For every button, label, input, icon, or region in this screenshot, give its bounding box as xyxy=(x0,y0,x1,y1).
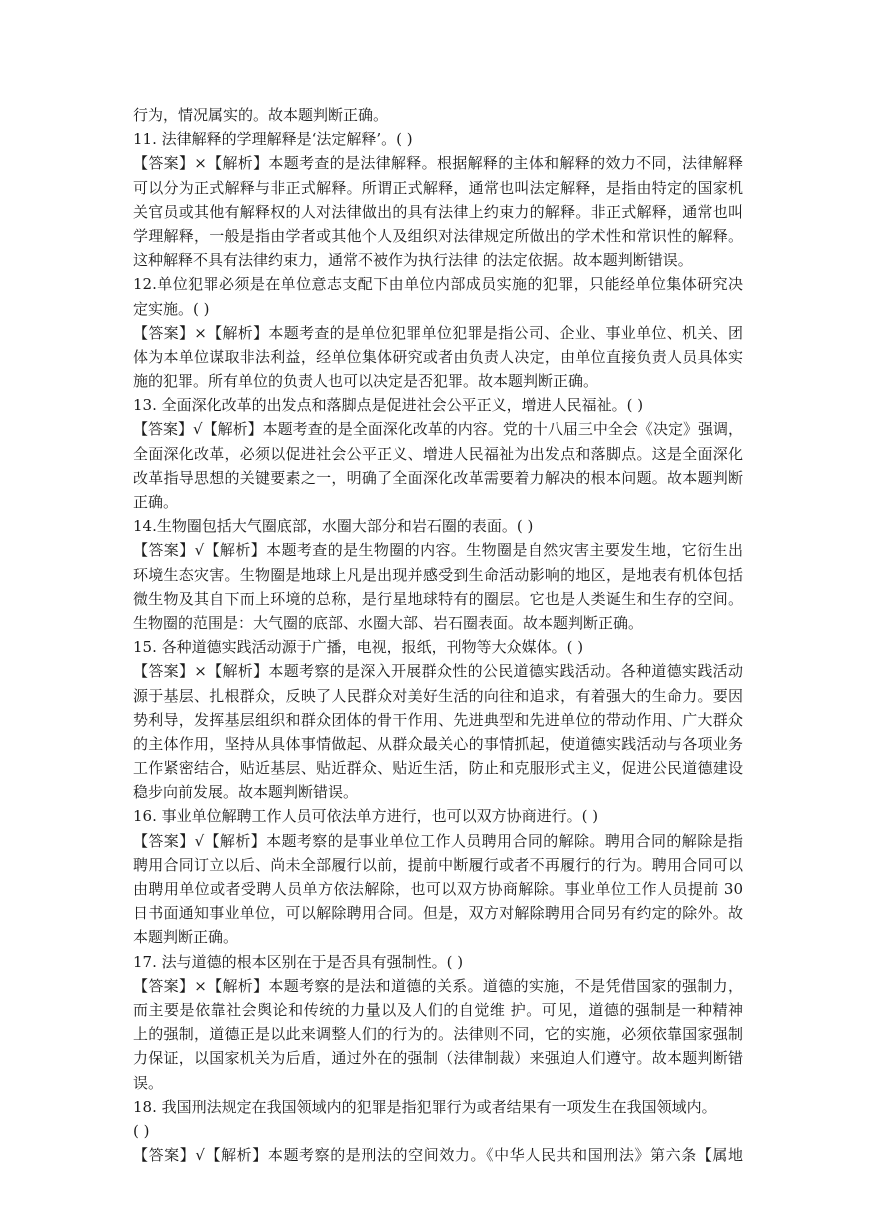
text-line: 施的犯罪。所有单位的负责人也可以决定是否犯罪。故本题判断正确。 xyxy=(133,372,599,391)
text-line: 关官员或其他有解释权的人对法律做出的具有法律上约束力的解释。非正式解释，通常也叫 xyxy=(133,202,743,221)
text-line: 14.生物圈包括大气圈底部，水圈大部分和岩石圈的表面。( ) xyxy=(133,517,534,536)
text-line: 【答案】×【解析】本题考察的是法和道德的关系。道德的实施，不是凭借国家的强制力， xyxy=(133,976,743,995)
text-line: 【答案】√【解析】本题考查的是生物圈的内容。生物圈是自然灾害主要发生地，它衍生出 xyxy=(133,541,743,560)
text-line: 11. 法律解释的学理解释是‘法定解释’。( ) xyxy=(133,130,413,149)
text-line: 工作紧密结合，贴近基层、贴近群众、贴近生活，防止和克服形式主义，促进公民道德建设 xyxy=(133,759,743,778)
text-line: 12.单位犯罪必须是在单位意志支配下由单位内部成员实施的犯罪，只能经单位集体研究决 xyxy=(133,275,743,294)
text-line: 微生物及其自下而上环境的总称，是行星地球特有的圈层。它也是人类诞生和生存的空间。 xyxy=(133,589,743,608)
text-line: 的主体作用，坚持从具体事情做起、从群众最关心的事情抓起，使道德实践活动与各项业务 xyxy=(133,734,743,753)
text-line: 生物圈的范围是：大气圈的底部、水圈大部、岩石圈表面。故本题判断正确。 xyxy=(133,613,644,632)
text-line: 【答案】√【解析】本题考察的是事业单位工作人员聘用合同的解除。聘用合同的解除是指 xyxy=(133,831,743,850)
text-line: 【答案】√【解析】本题考查的是全面深化改革的内容。党的十八届三中全会《决定》强调， xyxy=(133,420,743,439)
text-line: 可以分为正式解释与非正式解释。所谓正式解释，通常也叫法定解释，是指由特定的国家机 xyxy=(133,178,743,197)
text-line: 本题判断正确。 xyxy=(133,928,239,947)
document-page xyxy=(133,103,743,1167)
text-line: 而主要是依靠社会舆论和传统的力量以及人们的自觉维 护。可见，道德的强制是一种精神 xyxy=(133,1000,743,1019)
text-line: 上的强制，道德正是以此来调整人们的行为的。法律则不同，它的实施，必须依靠国家强制 xyxy=(133,1025,743,1044)
text-line: 环境生态灾害。生物圈是地球上凡是出现并感受到生命活动影响的地区，是地表有机体包括 xyxy=(133,565,743,584)
text-line: 正确。 xyxy=(133,493,179,511)
text-line: ( ) xyxy=(133,1121,150,1140)
text-line: 稳步向前发展。故本题判断错误。 xyxy=(133,783,359,802)
text-line: 18. 我国刑法规定在我国领域内的犯罪是指犯罪行为或者结果有一项发生在我国领域内。 xyxy=(133,1097,717,1116)
text-line: 力保证，以国家机关为后盾，通过外在的强制（法律制裁）来强迫人们遵守。故本题判断错 xyxy=(133,1049,743,1068)
text-line: 学理解释，一般是指由学者或其他个人及组织对法律规定所做出的学术性和常识性的解释。 xyxy=(133,226,743,245)
text-line: 【答案】√【解析】本题考察的是刑法的空间效力。《中华人民共和国刑法》第六条【属地 xyxy=(133,1146,743,1165)
text-line: 【答案】×【解析】本题考查的是单位犯罪单位犯罪是指公司、企业、事业单位、机关、团 xyxy=(133,323,743,342)
text-line: 改革指导思想的关键要素之一，明确了全面深化改革需要着力解决的根本问题。故本题判断 xyxy=(133,468,743,487)
text-line: 势利导，发挥基层组织和群众团体的骨干作用、先进典型和先进单位的带动作用、广大群众 xyxy=(133,710,743,729)
text-line: 15. 各种道德实践活动源于广播，电视，报纸，刊物等大众媒体。( ) xyxy=(133,638,584,657)
text-line: 体为本单位谋取非法利益，经单位集体研究或者由负责人决定，由单位直接负责人员具体实 xyxy=(133,347,743,366)
text-line: 定实施。( ) xyxy=(133,299,210,318)
text-line: 13. 全面深化改革的出发点和落脚点是促进社会公平正义，增进人民福祉。( ) xyxy=(133,396,644,415)
text-line: 16. 事业单位解聘工作人员可依法单方进行，也可以双方协商进行。( ) xyxy=(133,807,599,826)
text-line: 聘用合同订立以后、尚未全部履行以前，提前中断履行或者不再履行的行为。聘用合同可以 xyxy=(133,855,743,874)
text-line: 17. 法与道德的根本区别在于是否具有强制性。( ) xyxy=(133,952,464,971)
text-line: 误。 xyxy=(133,1073,164,1092)
text-line: 全面深化改革，必须以促进社会公平正义、增进人民福祉为出发点和落脚点。这是全面深化 xyxy=(133,444,743,463)
text-line: 【答案】×【解析】本题考查的是法律解释。根据解释的主体和解释的效力不同，法律解释 xyxy=(133,154,743,173)
text-line: 【答案】×【解析】本题考察的是深入开展群众性的公民道德实践活动。各种道德实践活动 xyxy=(133,662,743,681)
text-line: 行为，情况属实的。故本题判断正确。 xyxy=(133,106,389,124)
text-line: 由聘用单位或者受聘人员单方依法解除，也可以双方协商解除。事业单位工作人员提前 30 xyxy=(133,880,743,898)
text-line: 源于基层、扎根群众，反映了人民群众对美好生活的向往和追求，有着强大的生命力。要因 xyxy=(133,686,743,705)
text-line: 日书面通知事业单位，可以解除聘用合同。但是，双方对解除聘用合同另有约定的除外。故 xyxy=(133,904,743,923)
text-line: 这种解释不具有法律约束力，通常不被作为执行法律 的法定依据。故本题判断错误。 xyxy=(133,251,693,270)
